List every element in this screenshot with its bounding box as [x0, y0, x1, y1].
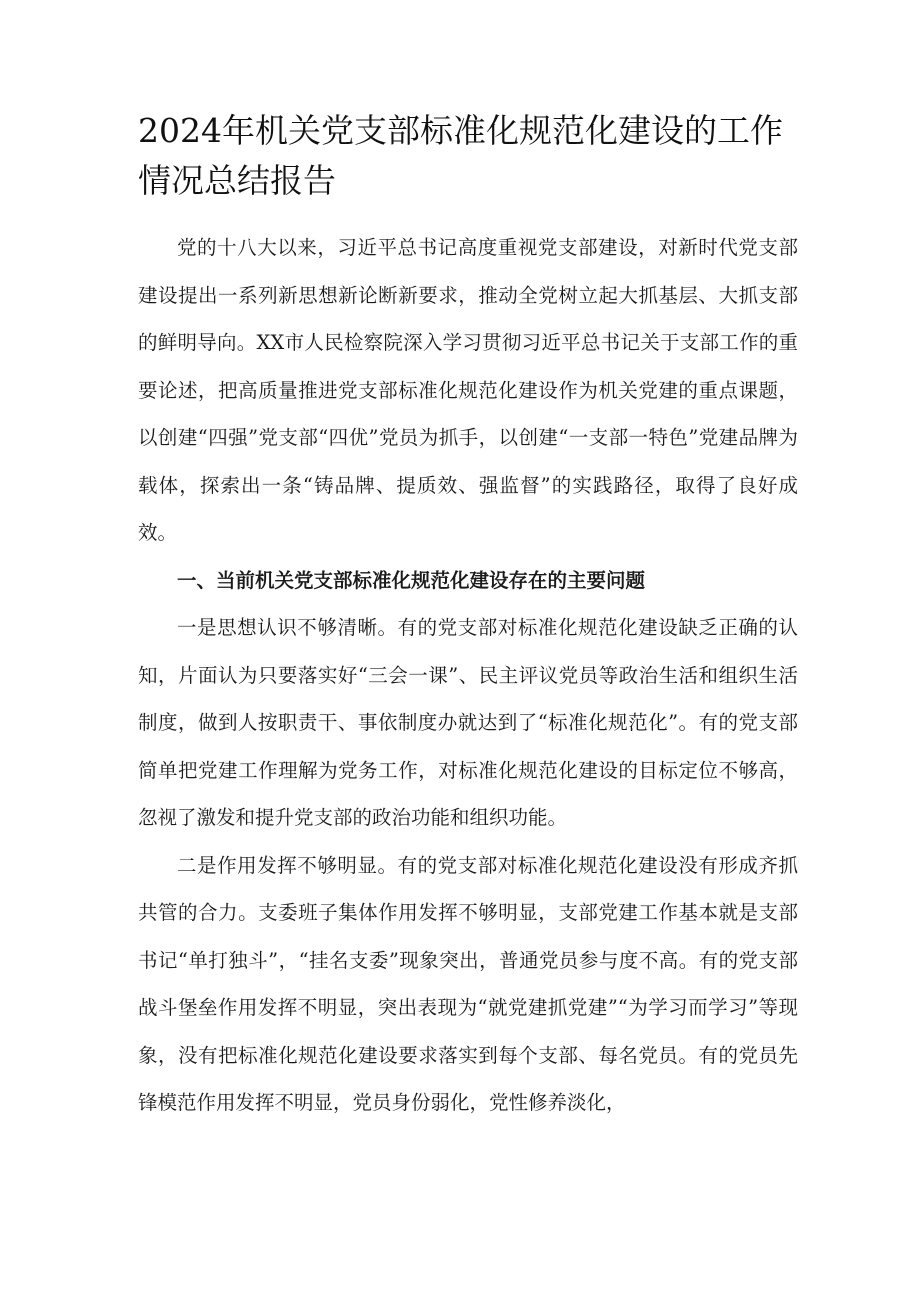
- problem-paragraph-1: 一是思想认识不够清晰。有的党支部对标准化规范化建设缺乏正确的认知，片面认为只要落实好“三会一课”、民主评议党员等政治生活和组织生活制度，做到人按职责干、事依制度办就达到了“标准化规范化”。有的党支部简单把党建工作理解为党务工作，对标准化规范化建设的目标定位不够高，忽视了激发和提升党支部的政治功能和组织功能。: [138, 616, 798, 829]
- document-title: 2024年机关党支部标准化规范化建设的工作情况总结报告: [138, 111, 783, 200]
- document-body: [138, 224, 798, 1127]
- intro-paragraph: 党的十八大以来，习近平总书记高度重视党支部建设，对新时代党支部建设提出一系列新思想新论断新要求，推动全党树立起大抓基层、大抓支部的鲜明导向。XX市人民检察院深入学习贯彻习近平总书记关于支部工作的重要论述，把高质量推进党支部标准化规范化建设作为机关党建的重点课题，以创建“四强”党支部“四优”党员为抓手，以创建“一支部一特色”党建品牌为载体，探索出一条“铸品牌、提质效、强监督”的实践路径，取得了良好成效。: [138, 236, 798, 544]
- section-heading: 一、当前机关党支部标准化规范化建设存在的主要问题: [177, 568, 646, 592]
- problem-paragraph-2: 二是作用发挥不够明显。有的党支部对标准化规范化建设没有形成齐抓共管的合力。支委班子集体作用发挥不够明显，支部党建工作基本就是支部书记“单打独斗”，“挂名支委”现象突出，普通党员参与度不高。有的党支部战斗堡垒作用发挥不明显，突出表现为“就党建抓党建”“为学习而学习”等现象，没有把标准化规范化建设要求落实到每个支部、每名党员。有的党员先锋模范作用发挥不明显，党员身份弱化，党性修养淡化，: [138, 853, 798, 1114]
